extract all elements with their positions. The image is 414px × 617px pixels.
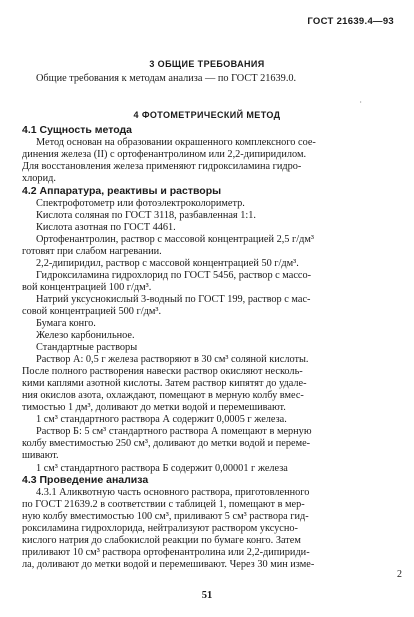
text-line: готовят при слабом нагревании. bbox=[22, 246, 162, 257]
text-line: хлорид. bbox=[22, 173, 56, 184]
text-line: шивают. bbox=[22, 450, 59, 461]
text-line: Натрий уксуснокислый 3-водный по ГОСТ 199, раствор с мас- bbox=[36, 294, 311, 305]
text-line: 1 см³ стандартного раствора Б содержит 0,00001 г железа bbox=[36, 463, 288, 474]
text-line: Кислота азотная по ГОСТ 4461. bbox=[36, 222, 176, 233]
text-line: ла, доливают до метки водой и перемешивают. Через 30 мин изме- bbox=[22, 559, 315, 570]
text-line: тимостью 1 дм³, доливают до метки водой и перемешивают. bbox=[22, 402, 286, 413]
text-line: Кислота соляная по ГОСТ 3118, разбавленная 1:1. bbox=[36, 210, 256, 221]
corner-number: 2 bbox=[397, 569, 402, 580]
subsection-4-2-title: 4.2 Аппаратура, реактивы и растворы bbox=[22, 185, 222, 197]
scan-speck: · bbox=[359, 98, 362, 107]
text-line: приливают 10 см³ раствора ортофенантролина или 2,2-дипириди- bbox=[22, 547, 310, 558]
text-line: ния окислов азота, охлаждают, помещают в мерную колбу вмес- bbox=[22, 390, 304, 401]
text-line: 2,2-дипиридил, раствор с массовой концентрацией 50 г/дм³. bbox=[36, 258, 299, 269]
text-line: Бумага конго. bbox=[36, 318, 96, 329]
section-3-text: Общие требования к методам анализа — по ГОСТ 21639.0. bbox=[36, 73, 297, 84]
page-number: 51 bbox=[201, 590, 213, 601]
text-line: Железо карбонильное. bbox=[36, 330, 135, 341]
text-line: динения железа (II) с ортофенантролином или 2,2-дипиридилом. bbox=[22, 149, 307, 160]
text-line: роксиламина гидрохлорида, нейтрализуют раствором уксусно- bbox=[22, 523, 298, 534]
text-line: После полного растворения навески раствор окисляют несколь- bbox=[22, 366, 303, 377]
document-code: ГОСТ 21639.4—93 bbox=[307, 16, 394, 27]
text-line: Метод основан на образовании окрашенного комплексного сое- bbox=[36, 137, 316, 148]
text-line: Стандартные растворы bbox=[36, 342, 138, 353]
text-line: Раствор Б: 5 см³ стандартного раствора А помещают в мерную bbox=[36, 426, 312, 437]
subsection-4-1-title: 4.1 Сущность метода bbox=[22, 124, 133, 136]
text-line: ную колбу вместимостью 100 см³, приливают 5 см³ раствора гид- bbox=[22, 511, 309, 522]
text-line: кислого натрия до слабокислой реакции по бумаге конго. Затем bbox=[22, 535, 301, 546]
text-line: по ГОСТ 21639.2 в соответствии с таблицей 1, помещают в мер- bbox=[22, 499, 305, 510]
text-line: 1 см³ стандартного раствора А содержит 0,0005 г железа. bbox=[36, 414, 287, 425]
text-line: Раствор А: 0,5 г железа растворяют в 30 см³ соляной кислоты. bbox=[36, 354, 309, 365]
text-line: Спектрофотометр или фотоэлектроколориметр. bbox=[36, 198, 245, 209]
text-line: Ортофенантролин, раствор с массовой концентрацией 2,5 г/дм³ bbox=[36, 234, 314, 245]
text-line: 4.3.1 Аликвотную часть основного раствора, приготовленного bbox=[36, 487, 310, 498]
text-line: Для восстановления железа применяют гидроксиламина гидро- bbox=[22, 161, 302, 172]
section-4-heading: 4 ФОТОМЕТРИЧЕСКИЙ МЕТОД bbox=[133, 110, 281, 120]
text-line: колбу вместимостью 250 см³, доливают до метки водой и переме- bbox=[22, 438, 311, 449]
subsection-4-3-title: 4.3 Проведение анализа bbox=[22, 474, 149, 486]
text-line: Гидроксиламина гидрохлорид по ГОСТ 5456, раствор с массо- bbox=[36, 270, 312, 281]
text-line: кими каплями азотной кислоты. Затем раствор кипятят до удале- bbox=[22, 378, 307, 389]
section-3-heading: 3 ОБЩИЕ ТРЕБОВАНИЯ bbox=[149, 59, 265, 69]
text-line: вой концентрацией 100 г/дм³. bbox=[22, 282, 152, 293]
text-line: совой концентрацией 500 г/дм³. bbox=[22, 306, 162, 317]
